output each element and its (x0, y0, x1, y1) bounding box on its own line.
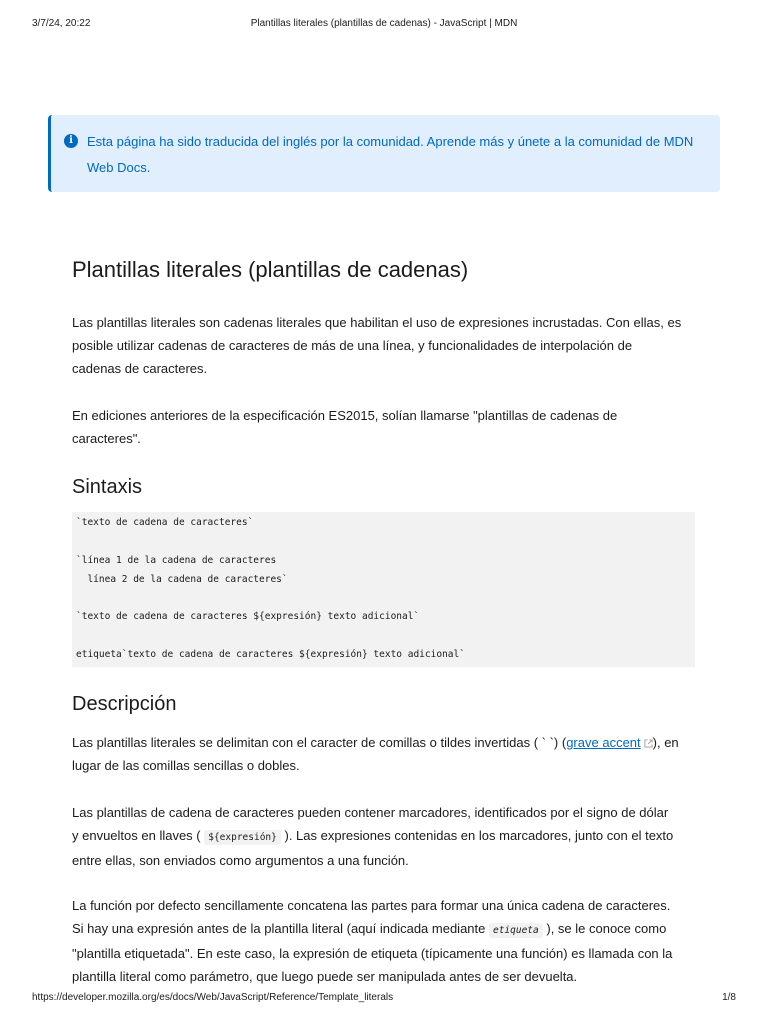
desc3-line3: "plantilla etiquetada". En este caso, la expresión de etiqueta (típicamente una función) es llamada con la (72, 946, 673, 961)
desc2-line1: Las plantillas de cadena de caracteres pueden contener marcadores, identificados por el signo de dólar (72, 805, 669, 820)
history-line: En ediciones anteriores de la especificación ES2015, solían llamarse "plantillas de cadenas de (72, 408, 618, 423)
external-link-icon (644, 739, 653, 748)
page-title: Plantillas literales (plantillas de cadenas) (72, 257, 469, 282)
info-icon: i (64, 134, 78, 148)
desc1-text: Las plantillas literales se delimitan con el caracter de comillas o tildes invertidas ( ` `) ( (72, 735, 567, 750)
description-paragraph-2 (72, 801, 696, 872)
print-page-title: Plantillas literales (plantillas de cadenas) - JavaScript | MDN (250, 18, 518, 29)
description-heading: Descripción (72, 693, 177, 715)
syntax-heading: Sintaxis (72, 476, 143, 498)
code-line: línea 2 de la cadena de caracteres` (76, 574, 288, 585)
desc3-line1: La función por defecto sencillamente concatena las partes para formar una única cadena de caracteres. (72, 898, 671, 913)
desc2-text: ). Las expresiones contenidas en los marcadores, junto con el texto (280, 828, 674, 843)
notice-text-line1: Esta página ha sido traducida del inglés por la comunidad. Aprende más y únete a la comunidad de MDN (87, 134, 694, 149)
intro-line: posible utilizar cadenas de caracteres de más de una línea, y funcionalidades de interpolación de (72, 338, 633, 353)
desc1-line2: lugar de las comillas sencillas o dobles. (72, 758, 300, 773)
print-datetime: 3/7/24, 20:22 (32, 18, 91, 29)
history-line: caracteres". (72, 431, 141, 446)
desc3-text: Si hay una expresión antes de la plantilla literal (aquí indicada mediante (72, 921, 489, 936)
print-url: https://developer.mozilla.org/es/docs/Web/JavaScript/Reference/Template_literals (32, 992, 394, 1003)
description-paragraph-3 (72, 894, 696, 988)
code-line: `línea 1 de la cadena de caracteres (76, 555, 277, 566)
page-number: 1/8 (722, 992, 736, 1003)
inline-code: ${expresión} (204, 830, 281, 845)
desc2-line3: entre ellas, son enviados como argumentos a una función. (72, 853, 409, 868)
intro-paragraph (72, 311, 696, 380)
history-paragraph (72, 404, 696, 450)
desc3-line4: plantilla literal como parámetro, que luego puede ser manipulada antes de ser devuelta. (72, 969, 578, 984)
description-paragraph-1 (72, 731, 696, 777)
code-line: `texto de cadena de caracteres ${expresión} texto adicional` (76, 611, 420, 622)
desc3-text: ), se le conoce como (542, 921, 667, 936)
intro-line: Las plantillas literales son cadenas literales que habilitan el uso de expresiones incrustadas. Con ellas, es (72, 315, 682, 330)
inline-code: etiqueta (489, 923, 543, 938)
notice-text-line2: Web Docs. (87, 160, 151, 175)
print-header (0, 18, 768, 32)
code-line: etiqueta`texto de cadena de caracteres ${expresión} texto adicional` (76, 649, 465, 660)
code-line: `texto de cadena de caracteres` (76, 517, 254, 528)
print-footer (0, 992, 768, 1006)
grave-accent-link[interactable]: grave accent (566, 735, 641, 750)
desc1-text: ), en (652, 735, 679, 750)
desc2-text: y envueltos en llaves ( (72, 828, 205, 843)
intro-line: cadenas de caracteres. (72, 361, 208, 376)
syntax-code-block (72, 512, 695, 667)
translation-notice (48, 115, 720, 192)
